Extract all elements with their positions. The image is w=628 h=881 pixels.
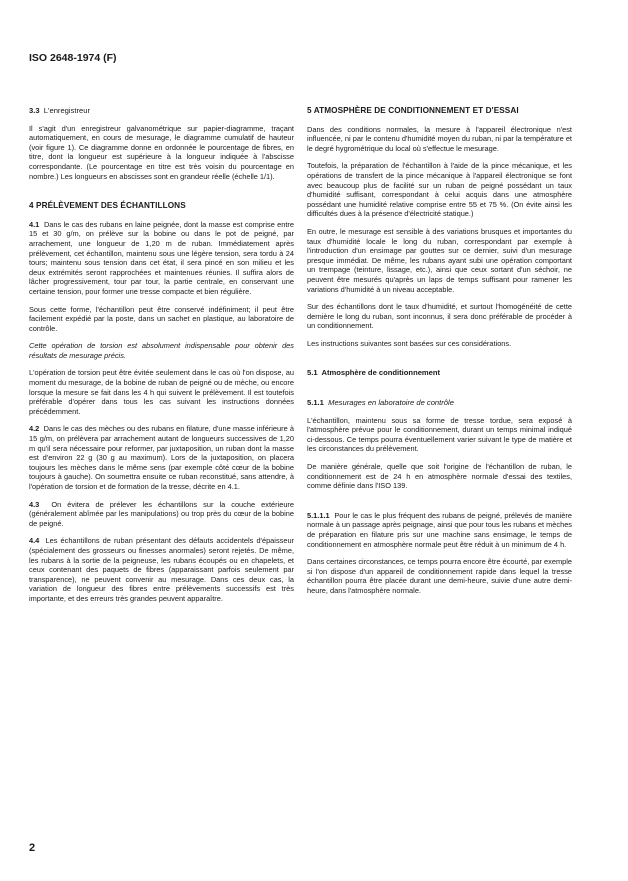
paragraph-italic: Cette opération de torsion est absolument indispensable pour obtenir des résultats de mesurage précis. [29,341,294,360]
paragraph-4-2 [29,424,294,491]
section-5-heading: 5 ATMOSPHÈRE DE CONDITIONNEMENT ET D'ESSAI [307,106,519,115]
paragraph-4-4 [29,536,294,603]
section-title: Mesurages en laboratoire de contrôle [328,398,454,408]
paragraph: Dans certaines circonstances, ce temps pourra encore être écourté, par exemple si l'on dispose d'un appareil de conditionnement rapide dans lequel la tresse échantillon pourra être placée durant une demi-heure, suivie d'une autre demi-heure, dans l'atmosphère normale. [307,557,572,595]
paragraph: En outre, le mesurage est sensible à des variations brusques et importantes du taux d'humidité locale le long du ruban, correspondant par exemple à l'introduction d'un ensimage par gouttes sur ce dernier, suivi d'un mesurage presque immédiat. De même, les rubans ayant subi une opération comportant un trempage (teinture, lissage, etc.), ainsi que ceux sortant d'un séchoir, ne peuvent être mesurés qu'après un laps de temps suffisant pour ramener les variations d'humidité à un niveau acceptable. [307,226,572,294]
section-number: 3.3 [29,106,40,115]
clause-number: 4.3 [29,499,40,509]
clause-text: On évitera de prélever les échantillons sur la couche extérieure (généralement abîmée par les manipulations) ou trop près du cœur de la bobine de peigné. [29,499,295,528]
paragraph-4-1 [29,220,294,297]
section-number: 5.1 [307,368,318,378]
clause-number: 5.1.1.1 [307,510,330,520]
paragraph: Sous cette forme, l'échantillon peut être conservé indéfiniment; il peut être facilement expédié par la poste, dans un sachet en plastique, au laboratoire de contrôle. [29,304,294,333]
paragraph: Sur des échantillons dont le taux d'humidité, et surtout l'homogénéité de cette dernière le long du ruban, sont inconnus, il sera donc préférable de procéder à un conditionnement. [307,302,572,331]
clause-text: Dans le cas des rubans en laine peignée, dont la masse est comprise entre 15 et 30 g/m, on prélève sur la bobine ou dans le pot de peigné, par arrachement, une longueur de 1,20 m de ruban. Immédiatement après prélèvement, cet échantillon, maintenu sous une légère tension, sera tordu à 24 tours; maintenu sous tension dans cet état, il sera pincé en son milieu et les deux extrémités seront rapprochées et maintenues réunies. Il suffira alors de lâcher progressivement, tour par tour, la partie centrale, en conservant une certaine tension, pour former une tresse compacte et bien régulière. [29,219,294,296]
paragraph-4-3 [29,500,294,529]
right-column [307,106,572,604]
paragraph: De manière générale, quelle que soit l'origine de l'échantillon de ruban, le conditionnement est de 24 h en atmosphère normale d'essai des textiles, comme définie dans l'ISO 139. [307,462,572,491]
paragraph-5-1-1-1 [307,511,572,549]
clause-number: 4.2 [29,424,40,434]
section-title: L'enregistreur [43,106,90,115]
clause-number: 4.1 [29,219,40,229]
clause-text: Les échantillons de ruban présentant des défauts accidentels d'épaisseur (spécialement des grosseurs ou finesses anormales) seront rejetés. De même, les rubans à la sortie de la peigneuse, les rubans écoupés ou en chapelets, et ceux contenant des paquets de fibres (apparaissant parfois seulement par transparence), ne peuvent convenir au mesurage. Dans ces deux cas, la variation de longueur des fibres entre prélèvements successifs est très importante, et des erreurs très grandes peuvent apparaître. [29,536,295,603]
section-3-3-heading [29,106,294,116]
page-number: 2 [29,842,36,854]
clause-number: 4.4 [29,536,40,546]
document-header: ISO 2648-1974 (F) [29,52,117,64]
clause-text: Pour le cas le plus fréquent des rubans de peigné, prélevés de manière normale à un passage après peignage, ainsi que pour tous les rubans et mèches de préparation en filature pris sur une machine sans ensimage, le temps de conditionnement en atmosphère normale peut être réduit à un minimum de 4 h. [307,510,573,549]
section-4-heading: 4 PRÉLÈVEMENT DES ÉCHANTILLONS [29,201,186,211]
paragraph: Il s'agit d'un enregistreur galvanométrique sur papier-diagramme, traçant automatiquement, en cours de mesurage, le diagramme cumulatif de hauteur (voir figure 1). Ce diagramme donne en ordonnée le pourcentage de fibres, en titre, dont la longueur est supérieure à la longueur indiquée à l'abscisse correspondante. (Le pourcentage en titre est très voisin du pourcentage en nombre.) Les longueurs en abscisses sont en grandeur réelle (échelle 1/1). [29,123,294,181]
left-column [29,106,294,612]
section-5-1-heading [307,368,572,378]
section-title: Atmosphère de conditionnement [321,368,441,378]
paragraph: Toutefois, la préparation de l'échantillon à l'aide de la pince mécanique, et les opérations de transfert de la pince mécanique à l'appareil électronique se font avec beaucoup plus de facilité sur un ruban de peigné possédant un taux d'humidité suffisant, correspondant à celui acquis dans une atmosphère possédant une humidité relative comprise entre 55 et 75 %. (On évite ainsi les difficultés dues à la présence d'électricité statique.) [307,161,572,219]
paragraph: L'opération de torsion peut être évitée seulement dans le cas où l'on dispose, au moment du mesurage, de la bobine de ruban de peigné ou de mèche, ou encore lorsque la mesure se fait dans les 4 h qui suivent le prélèvement. Il est toutefois préférable d'opérer dans tous les cas suivant les instructions données précédemment. [29,368,294,416]
paragraph: Les instructions suivantes sont basées sur ces considérations. [307,338,512,348]
paragraph: L'échantillon, maintenu sous sa forme de tresse tordue, sera exposé à l'atmosphère prévue pour le conditionnement, durant un temps minimal indiqué ci-dessous. Ce temps pourra éventuellement varier suivant le type de matière et les circonstances du prélèvement. [307,415,572,454]
paragraph: Dans des conditions normales, la mesure à l'appareil électronique n'est influencée, ni par le contenu d'humidité moyen du ruban, ni par la température et le degré hygrométrique du local où s'effectue le mesurage. [307,124,572,153]
section-number: 5.1.1 [307,398,324,408]
section-5-1-1-heading [307,398,572,408]
clause-text: Dans le cas des mèches ou des rubans en filature, d'une masse inférieure à 15 g/m, on prélèvera par arrachement autant de longueurs successives de 1,20 m qu'il sera nécessaire pour reformer, par juxtaposition, un ruban dont la masse est d'environ 22 g (30 g au maximum). Lors de la juxtaposition, on placera toujours les mèches dans le même sens (par exemple côté cœur de la bobine toujours à gauche). On soumettra ensuite ce ruban reconstitué, sans attendre, à l'opération de torsion et de formation de la tresse, décrite en 4.1. [29,424,294,491]
